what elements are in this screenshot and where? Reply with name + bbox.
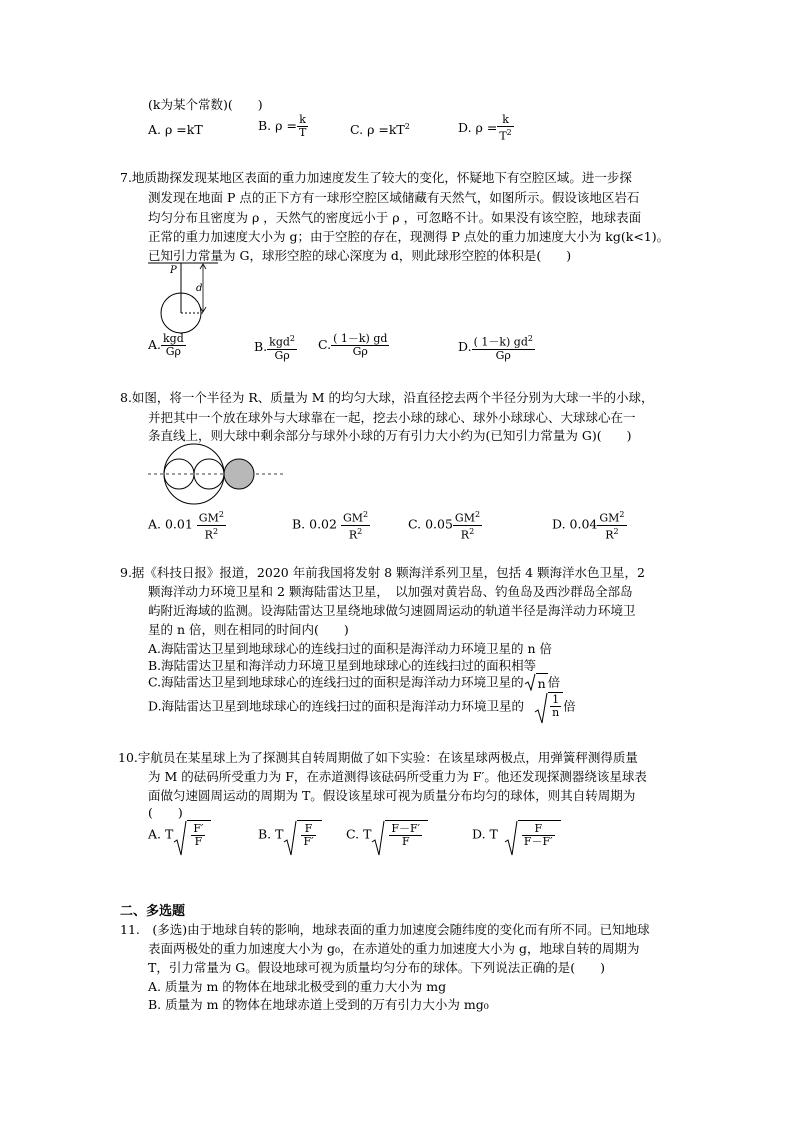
- q8-c-num-base: GM: [454, 511, 475, 525]
- q9-c-radicand: n: [536, 673, 548, 693]
- q10-d-numerator: F: [522, 823, 555, 836]
- q10-a-prefix: A. T: [148, 826, 174, 842]
- q8-spheres-figure: [148, 443, 288, 505]
- q9-d-numerator: 1: [550, 694, 561, 707]
- q8-c-prefix: C. 0.05: [408, 516, 453, 532]
- q9-line-4: 星的 n 倍，则在相同的时间内( ): [148, 622, 349, 637]
- q11-line-3: T，引力常量为 G。假设地球可视为质量均匀分布的球体。下列说法正确的是( ): [148, 960, 606, 975]
- q6-option-c-text: C. ρ =kT: [350, 122, 405, 138]
- q10-line-4: ( ): [148, 805, 183, 820]
- radical-sign-icon: [504, 820, 518, 856]
- section-heading-multiple-choice: 二、多选题: [120, 904, 186, 919]
- q8-c-den-exp: 2: [469, 526, 475, 536]
- q10-b-fraction: [301, 823, 315, 848]
- q8-b-prefix: B. 0.02: [292, 516, 337, 532]
- q8-b-num-exp: 2: [363, 510, 369, 519]
- q8-d-prefix: D. 0.04: [552, 516, 598, 532]
- q10-b-prefix: B. T: [258, 826, 284, 842]
- q10-option-a: [148, 820, 211, 848]
- q6-d-den-base: T: [499, 129, 507, 143]
- q9-d-sqrt: [534, 692, 563, 719]
- q8-line-1: 8.如图，将一个半径为 R、质量为 M 的均匀大球，沿直径挖去两个半径分别为大球一半的小球，: [120, 390, 654, 405]
- q8-a-numerator: [197, 509, 226, 526]
- q8-line-3: 条直线上，则大球中剩余部分与球外小球的万有引力大小约为(已知引力常量为 G)( ): [148, 428, 632, 443]
- q7-line-4: 正常的重力加速度大小为 g；由于空腔的存在，现测得 P 点处的重力加速度大小为 kg(k<1)。: [148, 229, 670, 244]
- q10-c-sqrt: [371, 820, 428, 848]
- q6-option-b-fraction: [297, 114, 308, 139]
- q7-line-1: 7.地质勘探发现某地区表面的重力加速度发生了较大的变化，怀疑地下有空腔区域。进一步探: [120, 170, 632, 185]
- q8-d-den-base: R: [605, 528, 614, 542]
- q10-line-2: 为 M 的砝码所受重力为 F，在赤道测得该砝码所受重力为 F′。他还发现探测器绕该星球表: [148, 769, 647, 784]
- q9-d-fraction: [550, 694, 561, 719]
- q9-option-b: B.海陆雷达卫星和海洋动力环境卫星到地球球心的连线扫过的面积相等: [148, 658, 537, 673]
- q9-option-d: [148, 692, 576, 719]
- q8-option-a: [148, 509, 226, 541]
- q10-d-radicand: [518, 820, 561, 848]
- q9-option-c: [148, 673, 560, 693]
- q8-a-prefix: A. 0.01: [148, 516, 193, 532]
- q8-d-num-exp: 2: [619, 510, 625, 519]
- q7-c-fraction: [331, 333, 389, 358]
- q6-option-d-fraction: [497, 114, 513, 143]
- q8-b-den-base: R: [348, 528, 358, 542]
- q6-option-d: [458, 114, 514, 143]
- q7-cavity-figure: [148, 256, 228, 336]
- q8-d-fraction: [597, 509, 626, 541]
- q6-d-denominator: [497, 127, 513, 143]
- q10-b-denominator: F′: [303, 835, 314, 848]
- q8-c-den-base: R: [460, 528, 470, 542]
- radical-sign-icon: [173, 820, 187, 856]
- q9-option-a: A.海陆雷达卫星到地球球心的连线扫过的面积是海洋动力环境卫星的 n 倍: [148, 641, 552, 656]
- q7-line-5: 已知引力常量为 G，球形空腔的球心深度为 d，则此球形空腔的体积是( ): [148, 248, 572, 263]
- q7-option-b: [254, 333, 297, 362]
- q7-c-numerator: ( 1－k) gd: [333, 332, 388, 345]
- q10-c-fraction: [389, 823, 422, 848]
- q7-d-num-base: ( 1－k) gd: [473, 335, 528, 349]
- q10-c-denominator: F: [401, 835, 410, 848]
- q7-d-num-exponent: 2: [527, 334, 533, 343]
- q10-option-c: [346, 820, 428, 848]
- q6-c-exponent: 2: [404, 122, 410, 131]
- q8-b-fraction: [341, 509, 370, 541]
- q10-b-numerator: F: [301, 823, 315, 836]
- q10-d-prefix: D. T: [472, 826, 498, 842]
- q11-line-2: 表面两极处的重力加速度大小为 g₀，在赤道处的重力加速度大小为 g，地球自转的周期为: [148, 941, 640, 956]
- q7-d-fraction: [472, 333, 535, 362]
- q10-b-radicand: [297, 820, 321, 848]
- q7-b-num-exponent: 2: [289, 334, 296, 343]
- q8-a-num-base: GM: [198, 511, 219, 525]
- radical-sign-icon: [283, 820, 297, 856]
- q6-option-a: [148, 122, 203, 137]
- q8-c-numerator: [453, 509, 482, 526]
- radical-sign-icon: [534, 692, 548, 724]
- radical-sign-icon: [524, 673, 536, 691]
- q8-b-den-exp: 2: [357, 526, 363, 536]
- q6-stem-tail: (k为某个常数)( ): [148, 97, 263, 112]
- q7-option-d: [458, 333, 535, 362]
- q9-line-1: 9.据《科技日报》报道，2020 年前我国将发射 8 颗海洋系列卫星，包括 4 颗海洋水色卫星，2: [120, 565, 645, 580]
- q7-d-numerator: [472, 333, 535, 350]
- q11-line-1: 11. (多选)由于地球自转的影响，地球表面的重力加速度会随纬度的变化而有所不同。已知地球: [120, 922, 650, 937]
- q8-option-d: [552, 509, 627, 541]
- fig-label-p: P: [170, 265, 177, 276]
- q8-c-fraction: [453, 509, 482, 541]
- q7-a-denominator: Gρ: [165, 345, 182, 358]
- q10-c-prefix: C. T: [346, 826, 372, 842]
- q7-a-prefix: A.: [148, 337, 162, 352]
- q8-line-2: 并把其中一个放在球外与大球靠在一起，挖去小球的球心、球外小球球心、大球球心在一: [148, 410, 636, 425]
- q9-d-suffix: 倍: [563, 698, 576, 714]
- q10-a-denominator: F: [194, 835, 203, 848]
- q10-a-sqrt: [173, 820, 211, 848]
- q10-d-fraction: [522, 823, 555, 848]
- q7-b-fraction: [267, 333, 297, 362]
- q8-option-b: [292, 509, 370, 541]
- q10-line-1: 10.宇航员在某星球上为了探测其自转周期做了如下实验：在该星球两极点，用弹簧秤测得质量: [118, 750, 638, 765]
- q10-b-sqrt: [283, 820, 321, 848]
- q9-c-suffix: 倍: [547, 674, 561, 690]
- q7-b-denominator: Gρ: [274, 348, 290, 362]
- q10-d-denominator: F－F′: [523, 835, 553, 848]
- q11-option-a: A. 质量为 m 的物体在地球北极受到的重力大小为 mg: [148, 979, 447, 994]
- q7-b-prefix: B.: [254, 338, 268, 354]
- q8-d-den-exp: 2: [613, 526, 619, 536]
- q8-option-c: [408, 509, 482, 541]
- q10-a-numerator: F′: [193, 822, 204, 835]
- q8-a-denominator: [197, 526, 226, 542]
- q9-c-text: C.海陆雷达卫星到地球球心的连线扫过的面积是海洋动力环境卫星的: [148, 674, 524, 690]
- radical-sign-icon: [371, 820, 385, 856]
- q10-c-numerator: F－F′: [391, 822, 421, 835]
- q8-c-denominator: [453, 526, 482, 542]
- q6-option-a-text: A. ρ =kT: [148, 122, 203, 137]
- q8-b-num-base: GM: [342, 511, 364, 525]
- q7-d-denominator: Gρ: [495, 348, 511, 362]
- q7-d-prefix: D.: [458, 338, 472, 354]
- q10-c-radicand: [385, 820, 428, 848]
- q9-line-3: 屿附近海域的监测。设海陆雷达卫星绕地球做匀速圆周运动的轨道半径是海洋动力环境卫: [148, 603, 636, 618]
- q6-d-numerator: k: [497, 114, 513, 127]
- outside-small-sphere: [224, 459, 254, 489]
- q6-d-den-exponent: 2: [506, 128, 512, 137]
- q7-line-3: 均匀分布且密度为 ρ ，天然气的密度远小于 ρ ，可忽略不计。如果没有该空腔，地球表面: [148, 210, 642, 225]
- q8-c-num-exp: 2: [474, 510, 481, 519]
- q7-line-2: 测发现在地面 P 点的正下方有一球形空腔区域储藏有天然气，如图所示。假设该地区岩石: [148, 190, 640, 205]
- q9-line-2: 颗海洋动力环境卫星和 2 颗海陆雷达卫星， 以加强对黄岩岛、钓鱼岛及西沙群岛全部岛: [148, 584, 633, 599]
- q7-a-fraction: [161, 333, 186, 358]
- q10-d-sqrt: [504, 820, 561, 848]
- q8-b-denominator: [341, 526, 370, 542]
- q6-b-denominator: T: [298, 126, 307, 139]
- q8-a-den-exp: 2: [212, 526, 219, 536]
- q7-a-numerator: kgd: [163, 332, 184, 345]
- q10-a-fraction: [191, 823, 205, 848]
- q11-option-b: B. 质量为 m 的物体在地球赤道上受到的万有引力大小为 mg₀: [148, 997, 489, 1012]
- q8-a-num-exp: 2: [218, 510, 224, 519]
- q8-d-denominator: [597, 526, 626, 542]
- q6-option-b-prefix: B. ρ =: [258, 118, 297, 133]
- q9-c-sqrt: [524, 673, 548, 693]
- q8-a-den-base: R: [204, 528, 213, 542]
- q8-b-numerator: [341, 509, 370, 526]
- q7-b-numerator: [267, 333, 297, 350]
- q9-d-denominator: n: [552, 706, 560, 719]
- q7-c-prefix: C.: [318, 337, 332, 352]
- q10-a-radicand: [187, 820, 211, 848]
- q10-line-3: 面做匀速圆周运动的周期为 T。假设该星球可视为质量分布均匀的球体，则其自转周期为: [148, 788, 636, 803]
- q6-option-c: [350, 122, 410, 137]
- q8-a-fraction: [197, 509, 226, 541]
- q6-option-d-prefix: D. ρ =: [458, 119, 498, 135]
- q10-option-d: [472, 820, 561, 848]
- fig-label-d: d: [196, 283, 203, 294]
- q9-d-radicand: [548, 692, 563, 719]
- q7-c-denominator: Gρ: [352, 345, 368, 358]
- q8-d-num-base: GM: [599, 511, 620, 525]
- q10-option-b: [258, 820, 322, 848]
- q6-option-b: [258, 114, 308, 139]
- q6-b-numerator: k: [297, 114, 308, 127]
- q7-option-a: [148, 333, 186, 358]
- q8-d-numerator: [597, 509, 626, 526]
- q7-b-num-base: kgd: [269, 335, 290, 349]
- q7-option-c: [318, 333, 389, 358]
- q9-d-text: D.海陆雷达卫星到地球球心的连线扫过的面积是海洋动力环境卫星的: [148, 698, 525, 714]
